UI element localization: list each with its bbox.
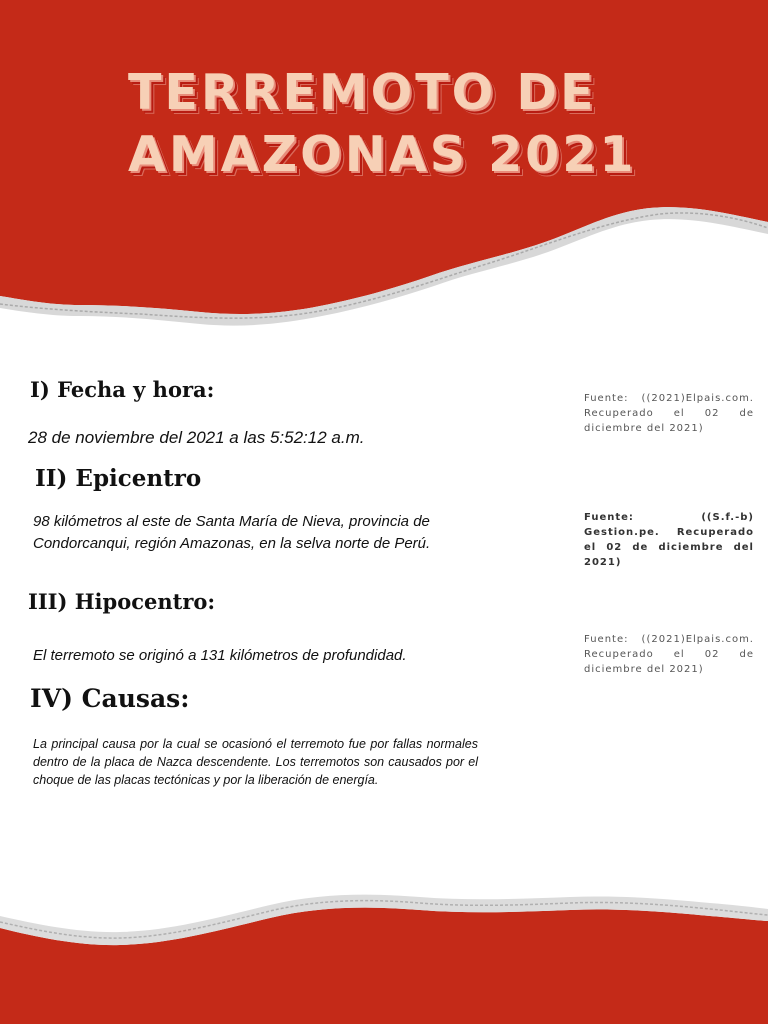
- text-fecha-hora: 28 de noviembre del 2021 a las 5:52:12 a.m.: [28, 428, 365, 447]
- heading-epicentro: II) Epicentro: [35, 465, 202, 492]
- text-epicentro: 98 kilómetros al este de Santa María de Nieva, provincia de Condorcanqui, región Amazonas, en la selva norte de Perú.: [33, 513, 431, 552]
- text-hipocentro: El terremoto se originó a 131 kilómetros de profundidad.: [33, 647, 407, 664]
- title-line-2: AMAZONAS 2021: [128, 126, 637, 183]
- bottom-red-banner: [0, 908, 768, 1024]
- source-fecha-hora: Fuente: ((2021)Elpais.com. Recuperado el 02 de diciembre del 2021): [584, 393, 754, 434]
- title-line-1: TERREMOTO DE: [128, 64, 597, 121]
- source-hipocentro: Fuente: ((2021)Elpais.com. Recuperado el 02 de diciembre del 2021): [584, 634, 754, 675]
- heading-fecha-hora: I) Fecha y hora:: [30, 377, 215, 402]
- text-causas: La principal causa por la cual se ocasionó el terremoto fue por fallas normales dentro de la placa de Nazca descendente. Los terremotos son causados por el choque de las placas tectónicas y por la liberación de energía.: [33, 737, 478, 787]
- source-epicentro: Fuente: ((S.f.-b) Gestion.pe. Recuperado el 02 de diciembre del 2021): [584, 512, 754, 568]
- heading-causas: IV) Causas:: [30, 684, 190, 713]
- heading-hipocentro: III) Hipocentro:: [28, 589, 216, 614]
